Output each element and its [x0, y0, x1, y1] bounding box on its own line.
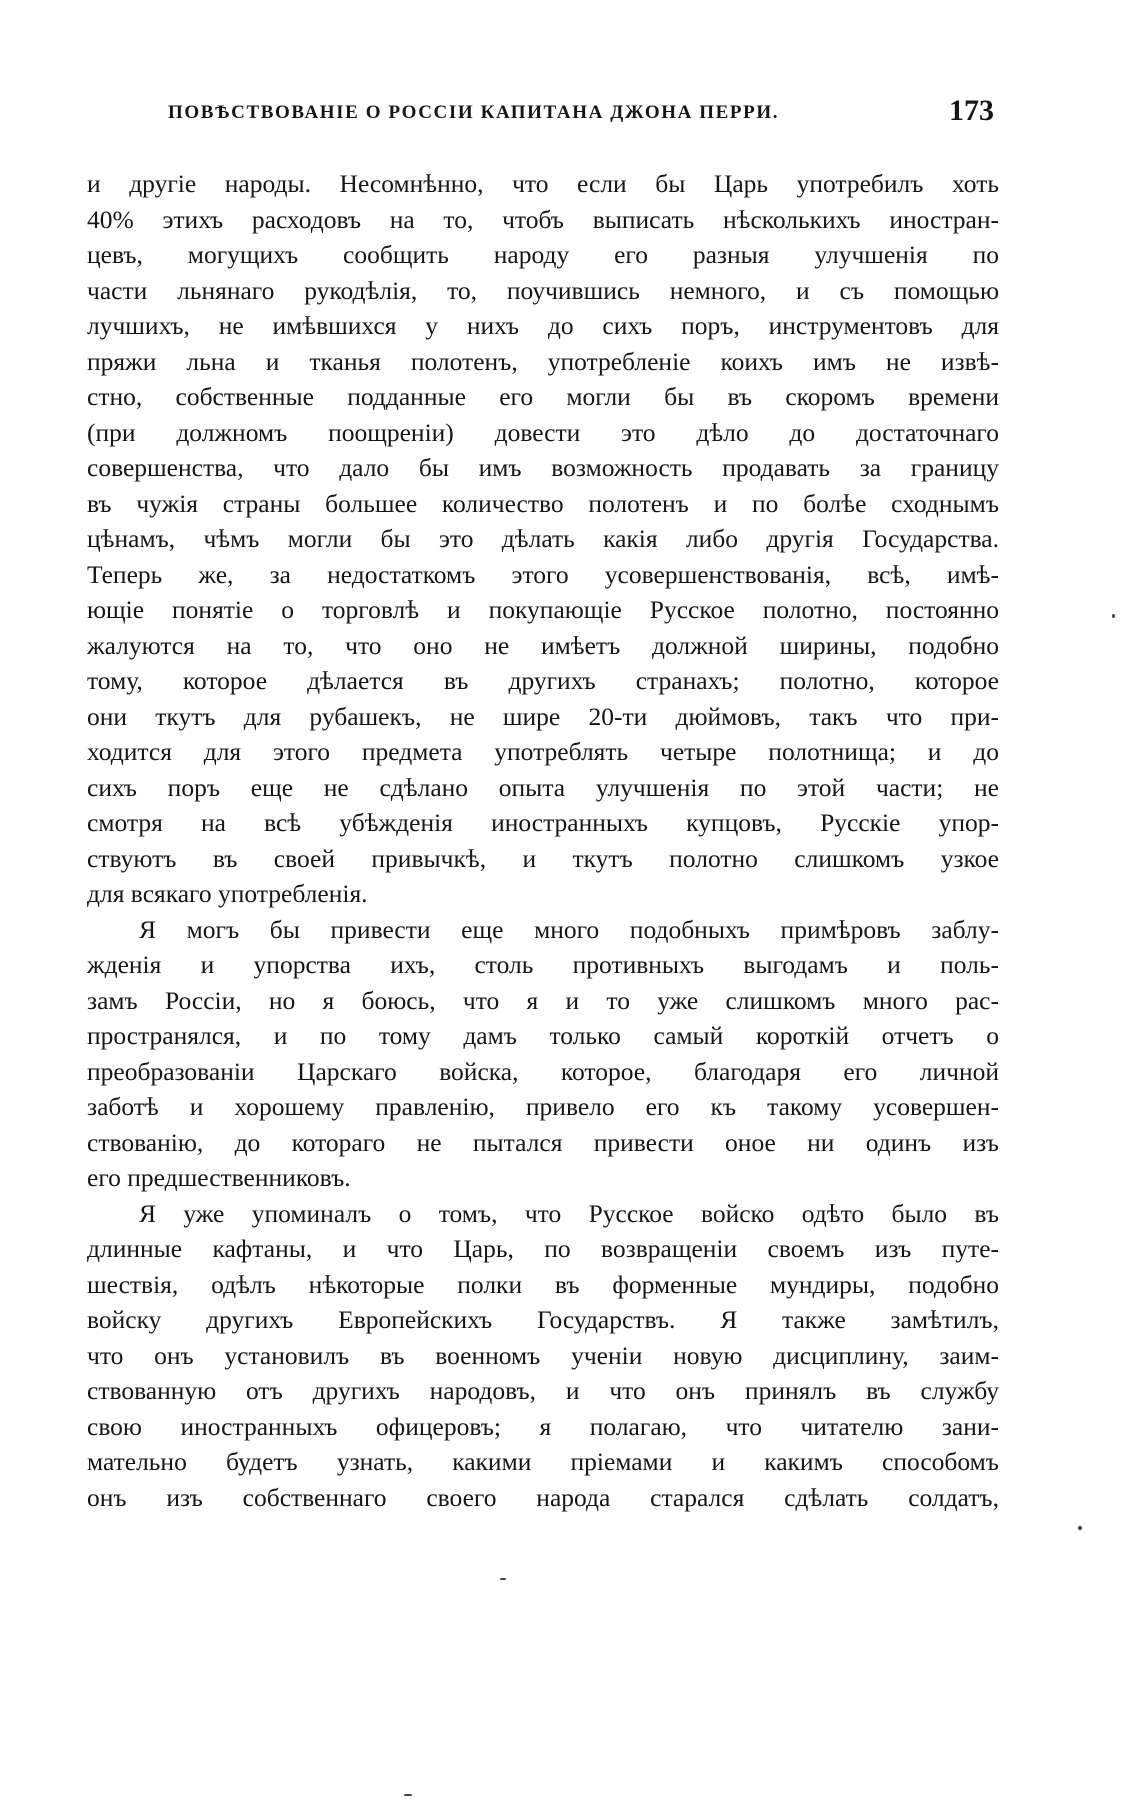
scan-speck [500, 1578, 506, 1580]
text-line: войску другихъ Европейскихъ Государствъ. Я также замѣтилъ, [87, 1305, 999, 1334]
text-line: пространялся, и по тому дамъ только самый короткій отчетъ о [87, 1021, 999, 1050]
text-line: онъ изъ собственнаго своего народа старался сдѣлать солдатъ, [87, 1482, 999, 1512]
text-line: тому, которое дѣлается въ другихъ странахъ; полотно, которое [87, 666, 999, 695]
text-line: ходится для этого предмета употреблять четыре полотнища; и до [87, 737, 999, 766]
text-line: цевъ, могущихъ сообщить народу его разныя улучшенія по [87, 240, 999, 269]
text-line: стно, собственные подданные его могли бы въ скоромъ времени [87, 382, 999, 411]
text-line: ствуютъ въ своей привычкѣ, и ткутъ полотно слишкомъ узкое [87, 843, 999, 873]
text-line: свою иностранныхъ офицеровъ; я полагаю, что читателю зани- [87, 1411, 999, 1441]
text-line: шествія, одѣлъ нѣкоторые полки въ форменные мундиры, подобно [87, 1269, 999, 1299]
text-line: мательно будетъ узнать, какими пріемами и какимъ способомъ [87, 1447, 999, 1476]
text-line: (при должномъ поощреніи) довести это дѣло до достаточнаго [87, 417, 999, 447]
text-line: Я могъ бы привести еще много подобныхъ примѣровъ заблу- [139, 914, 999, 944]
text-line: замъ Россіи, но я боюсь, что я и то уже слишкомъ много рас- [87, 985, 999, 1015]
paragraph-3 [87, 1196, 999, 1516]
text-line: въ чужія страны большее количество полотенъ и по болѣе сходнымъ [87, 488, 999, 518]
text-line: Теперь же, за недостаткомъ этого усовершенствованія, всѣ, имѣ- [87, 559, 999, 589]
text-line: 40% этихъ расходовъ на то, чтобъ выписать нѣсколькихъ иностран- [87, 204, 999, 234]
text-line: части льнянаго рукодѣлія, то, поучившись немного, и съ помощью [87, 275, 999, 305]
text-line: совершенства, что дало бы имъ возможность продавать за границу [87, 453, 999, 482]
text-line: пряжи льна и тканья полотенъ, употребленіе коихъ имъ не извѣ- [87, 346, 999, 376]
text-line: для всякаго употребленія. [87, 879, 368, 908]
text-line: преобразованіи Царскаго войска, которое, благодаря его личной [87, 1056, 999, 1086]
text-line: ствованію, до котораго не пытался привести оное ни одинъ изъ [87, 1127, 999, 1157]
text-line: заботѣ и хорошему правленію, привело его къ такому усовершен- [87, 1092, 999, 1121]
scan-speck [404, 1794, 412, 1796]
page-number: 173 [949, 94, 994, 127]
text-line: они ткутъ для рубашекъ, не шире 20-ти дюймовъ, такъ что при- [87, 701, 999, 731]
text-line: цѣнамъ, чѣмъ могли бы это дѣлать какія либо другія Государства. [87, 524, 999, 553]
text-line: Я уже упоминалъ о томъ, что Русское войско одѣто было въ [139, 1198, 999, 1228]
running-title: ПОВѢСТВОВАНІЕ О РОССІИ КАПИТАНА ДЖОНА ПЕРРИ. [168, 102, 780, 123]
text-line: смотря на всѣ убѣжденія иностранныхъ купцовъ, Русскіе упор- [87, 808, 999, 837]
scan-speck [1078, 1526, 1082, 1530]
text-line: лучшихъ, не имѣвшихся у нихъ до сихъ поръ, инструментовъ для [87, 311, 999, 340]
paragraph-1 [87, 166, 999, 912]
running-head [88, 94, 1004, 134]
paragraph-2 [87, 912, 999, 1196]
text-line: его предшественниковъ. [87, 1163, 351, 1192]
text-line: что онъ установилъ въ военномъ ученіи новую дисциплину, заим- [87, 1340, 999, 1370]
scan-speck [1112, 614, 1115, 618]
text-line: сихъ поръ еще не сдѣлано опыта улучшенія по этой части; не [87, 772, 999, 802]
body-text [87, 166, 999, 1515]
text-line: ствованную отъ другихъ народовъ, и что онъ принялъ въ службу [87, 1376, 999, 1405]
text-line: и другіе народы. Несомнѣнно, что если бы Царь употребилъ хоть [87, 169, 999, 198]
text-line: ющіе понятіе о торговлѣ и покупающіе Русское полотно, постоянно [87, 595, 999, 624]
text-line: жденія и упорства ихъ, столь противныхъ выгодамъ и поль- [87, 950, 999, 979]
text-line: длинные кафтаны, и что Царь, по возвращеніи своемъ изъ путе- [87, 1234, 999, 1263]
text-line: жалуются на то, что оно не имѣетъ должной ширины, подобно [87, 630, 999, 660]
